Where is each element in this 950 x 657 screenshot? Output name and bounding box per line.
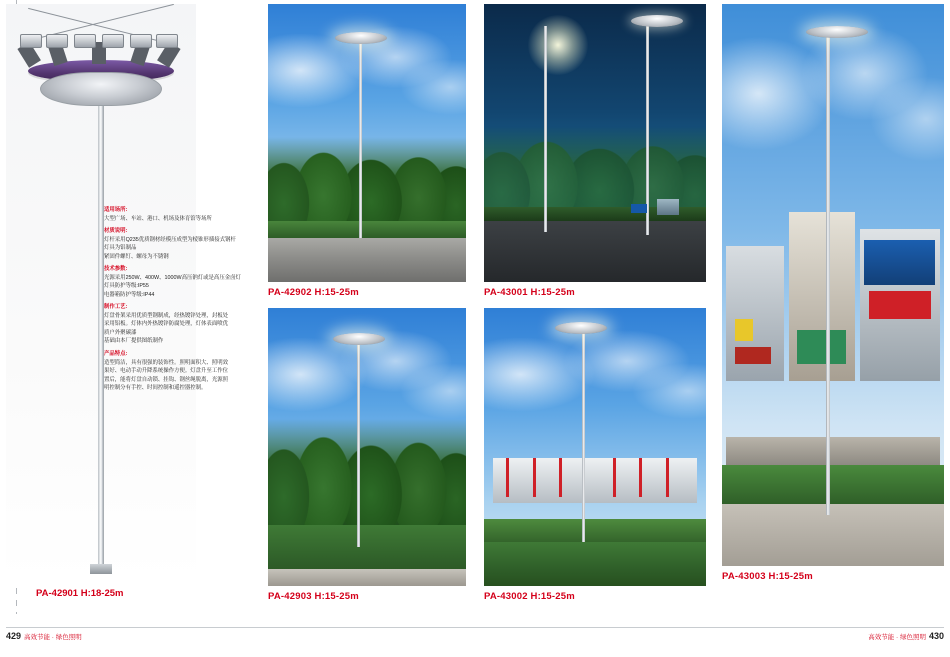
spec-line: 灯杆采用Q235优质钢材经模压成型为棱锥形插接式钢杆 [104, 236, 236, 243]
spec-line: 造型简洁，具有很强的装饰性。照明面积大、照明效 [104, 359, 228, 366]
floodlight-icon [102, 34, 124, 48]
product-caption: PA-42902 H:15-25m [268, 287, 359, 298]
lamp-head [555, 322, 607, 334]
spec-line: 灯具防护等级:IP55 [104, 283, 149, 290]
specification-block [104, 206, 254, 393]
spec-line: 电器箱防护等级:IP44 [104, 291, 155, 298]
spec-line: 紧固件螺钉、螺母为不锈钢 [104, 253, 169, 260]
page-number-left: 429 [6, 631, 22, 641]
flag [666, 458, 669, 497]
floodlight-icon [74, 34, 96, 48]
lamp-head [333, 333, 385, 345]
flag [559, 458, 562, 497]
product-cell [268, 4, 466, 298]
spec-line: 质户外聚碳漆 [104, 329, 137, 336]
product-caption: PA-43003 H:15-25m [722, 571, 813, 582]
lamp-pole [359, 37, 362, 237]
lamp-base-graphic [90, 564, 112, 574]
product-photo-grid [268, 4, 944, 604]
spec-line: 采用铝板。灯体内外热镀锌防腐处理，灯体表面喷优 [104, 321, 228, 328]
spec-heading: 制作工艺: [104, 304, 128, 311]
lamp-pole [582, 325, 585, 542]
spec-heading: 适用场所: [104, 207, 128, 213]
footer-tagline-left: 高效节能 · 绿色照明 [24, 634, 82, 641]
product-cell [722, 4, 944, 592]
spec-line: 光源采用250W、400W、1000W高压钠灯或是高压金卤灯 [104, 274, 241, 281]
spec-line: 明控制分有手控、时间控制和遥控器控制。 [104, 385, 207, 392]
product-caption: PA-42901 H:18-25m [36, 588, 124, 599]
vehicle [657, 199, 679, 215]
product-cell [484, 4, 706, 298]
spec-line: 大型广场、车站、港口、机场及体育馆等场所 [104, 215, 212, 222]
planting-bed [722, 465, 944, 504]
road-surface [484, 215, 706, 282]
lawn [484, 542, 706, 586]
spec-heading: 技术参数: [104, 266, 128, 273]
footer-tagline-right: 高效节能 · 绿色照明 [868, 634, 926, 641]
road-sign [631, 204, 647, 213]
lamp-head-graphic [40, 72, 162, 106]
product-photo [268, 4, 466, 282]
floodlight-icon [156, 34, 178, 48]
product-photo [484, 4, 706, 282]
street-strip [726, 437, 939, 465]
product-photo [722, 4, 944, 566]
product-photo [484, 308, 706, 586]
lamp-pole [646, 18, 649, 235]
product-cell [268, 308, 466, 602]
clouds [484, 330, 706, 441]
product-caption: PA-43002 H:15-25m [484, 591, 575, 602]
spec-line: 置后，能将灯盘自动锁、挂钩、钢丝绳脱离，光源照 [104, 376, 228, 383]
billboard-red [869, 291, 931, 319]
road-surface [268, 238, 466, 282]
floodlight-icon [130, 34, 152, 48]
lamp-head [631, 15, 683, 27]
billboard-yellow [735, 319, 753, 341]
floodlight-icon [20, 34, 42, 48]
spec-line: 灯具为铝制品 [104, 245, 137, 252]
path [268, 569, 466, 586]
footer-divider [6, 627, 944, 628]
product-caption: PA-42903 H:15-25m [268, 591, 359, 602]
lamp-pole [826, 32, 830, 515]
left-product-panel [0, 0, 262, 614]
product-caption: PA-43001 H:15-25m [484, 287, 575, 298]
hedge-row [268, 221, 466, 238]
spec-line: 灯盘骨架采用优质型钢制成，经热镀锌处理，封板处 [104, 312, 228, 319]
tree-line [268, 419, 466, 530]
spec-line: 果好、电动手动升降系统操作方便。灯盘升至工作位 [104, 368, 228, 375]
lamp-head [335, 32, 387, 44]
spec-heading: 材质说明: [104, 228, 128, 235]
spec-line: 基础由本厂提供图纸制作 [104, 338, 164, 345]
clouds [722, 26, 944, 195]
tree-line [268, 137, 466, 232]
billboard-green [797, 330, 846, 364]
lamp-pole [544, 26, 547, 232]
lamp-pole [357, 336, 360, 547]
shop-sign [735, 347, 771, 364]
page-number-right: 430 [928, 631, 944, 641]
flag [533, 458, 536, 497]
flag [506, 458, 509, 497]
product-photo [268, 308, 466, 586]
flag [639, 458, 642, 497]
product-cell [484, 308, 706, 602]
spec-heading: 产品特点: [104, 350, 128, 357]
billboard-suning [864, 240, 935, 285]
floodlight-icon [46, 34, 68, 48]
page-footer [0, 613, 950, 657]
flag [613, 458, 616, 497]
